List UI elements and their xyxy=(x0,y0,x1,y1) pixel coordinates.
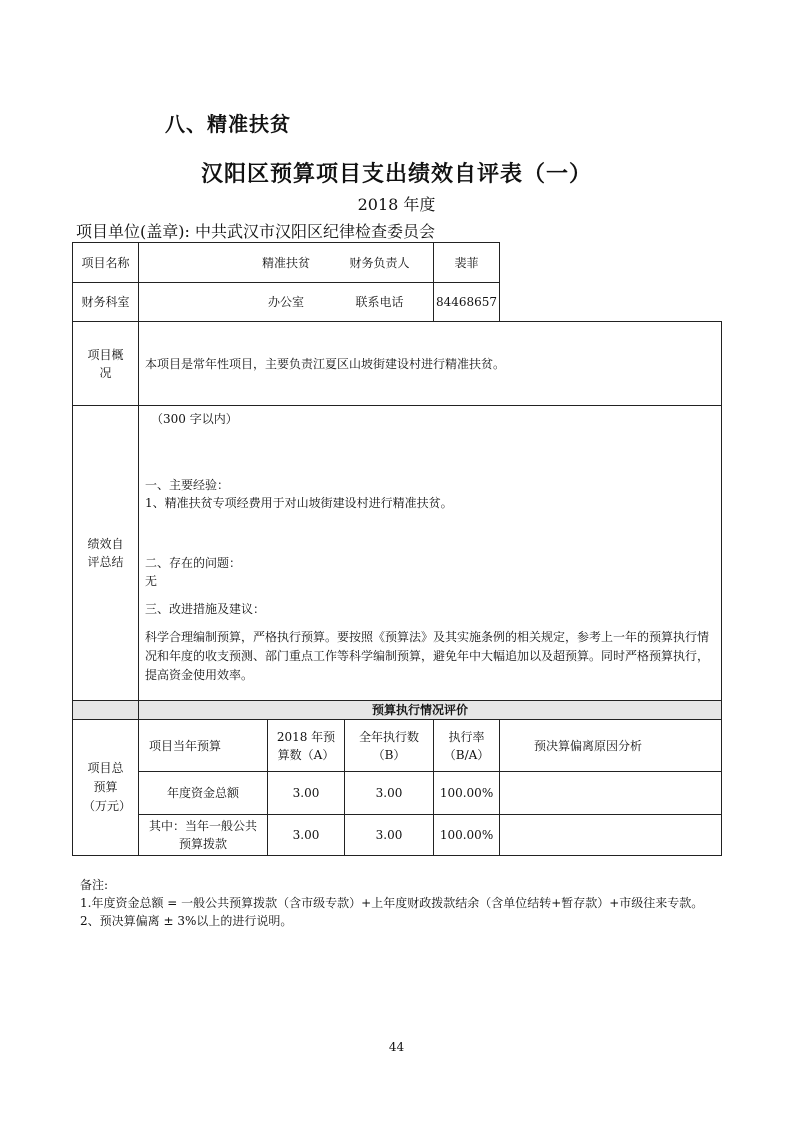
budget-eval-header-row xyxy=(73,701,722,720)
col-project-budget: 项目当年预算 xyxy=(139,720,268,772)
evaluation-table xyxy=(72,242,722,856)
page-title: 汉阳区预算项目支出绩效自评表（一） xyxy=(200,162,592,187)
phone-label: 联系电话 xyxy=(326,283,434,321)
experience-text: 1、精准扶贫专项经费用于对山坡街建设村进行精准扶贫。 xyxy=(145,496,453,510)
phone-cell xyxy=(355,283,500,322)
overview-text: 本项目是常年性项目，主要负责江夏区山坡街建设村进行精准扶贫。 xyxy=(139,322,722,406)
summary-label: 绩效自评总结 xyxy=(73,406,139,701)
row-exec-b: 3.00 xyxy=(345,815,434,856)
project-name-row xyxy=(73,243,722,283)
summary-content xyxy=(139,406,722,701)
row-reason xyxy=(500,815,722,856)
notes xyxy=(80,876,720,930)
col-reason: 预决算偏离原因分析 xyxy=(500,720,722,772)
project-name-value: 精准扶贫 xyxy=(139,243,434,283)
finance-dept-value: 办公室 xyxy=(139,283,434,322)
finance-head-label: 财务负责人 xyxy=(326,243,434,282)
notes-heading: 备注: xyxy=(80,878,109,892)
budget-side-label: 项目总预算（万元） xyxy=(73,720,139,856)
notes-line-1: 1.年度资金总额 = 一般公共预算拨款（含市级专款）+上年度财政拨款结余（含单位结转+暂存款）+市级往来专款。 xyxy=(80,896,704,910)
row-name: 其中：当年一般公共预算拨款 xyxy=(139,815,268,856)
table-row xyxy=(73,815,722,856)
row-budget-a: 3.00 xyxy=(268,815,345,856)
row-budget-a: 3.00 xyxy=(268,772,345,815)
year-label: 2018 年度 xyxy=(357,195,436,214)
overview-row xyxy=(73,322,722,406)
problems-heading: 二、存在的问题： xyxy=(145,556,242,570)
phone-value: 84468657 xyxy=(435,295,498,309)
overview-label: 项目概况 xyxy=(73,322,139,406)
col-exec-b: 全年执行数（B） xyxy=(345,720,434,772)
summary-row xyxy=(73,406,722,701)
budget-eval-header xyxy=(139,701,722,720)
project-name-label: 项目名称 xyxy=(73,243,139,283)
notes-line-2: 2、预决算偏离 ± 3%以上的进行说明。 xyxy=(80,914,293,928)
suggestions-heading: 三、改进措施及建议： xyxy=(145,602,266,616)
unit-line: 项目单位(盖章): 中共武汉市汉阳区纪律检查委员会 xyxy=(76,222,435,241)
experience-heading: 一、主要经验： xyxy=(145,478,230,492)
problems-text: 无 xyxy=(145,574,158,588)
budget-eval-header-text: 预算执行情况评价 xyxy=(372,703,469,717)
col-budget-a: 2018 年预算数（A） xyxy=(268,720,345,772)
table-row xyxy=(73,772,722,815)
finance-head-value: 裴菲 xyxy=(454,255,479,270)
suggestions-text: 科学合理编制预算，严格执行预算。要按照《预算法》及其实施条例的相关规定，参考上一年的预算执行情况和年度的收支预测、部门重点工作等科学编制预算，避免年中大幅追加以及超预算。同时严格预算执行，提高资金使用效率。 xyxy=(145,630,710,683)
row-reason xyxy=(500,772,722,815)
budget-columns-row xyxy=(73,720,722,772)
finance-head-cell xyxy=(349,243,500,283)
section-heading: 八、精准扶贫 xyxy=(165,112,291,136)
row-exec-b: 3.00 xyxy=(345,772,434,815)
finance-dept-label: 财务科室 xyxy=(73,283,139,322)
page-number: 44 xyxy=(388,1040,405,1054)
row-name: 年度资金总额 xyxy=(139,772,268,815)
col-rate: 执行率（B/A） xyxy=(434,720,500,772)
row-rate: 100.00% xyxy=(434,815,500,856)
finance-dept-row xyxy=(73,283,722,322)
summary-limit: （300 字以内） xyxy=(151,412,238,426)
row-rate: 100.00% xyxy=(434,772,500,815)
